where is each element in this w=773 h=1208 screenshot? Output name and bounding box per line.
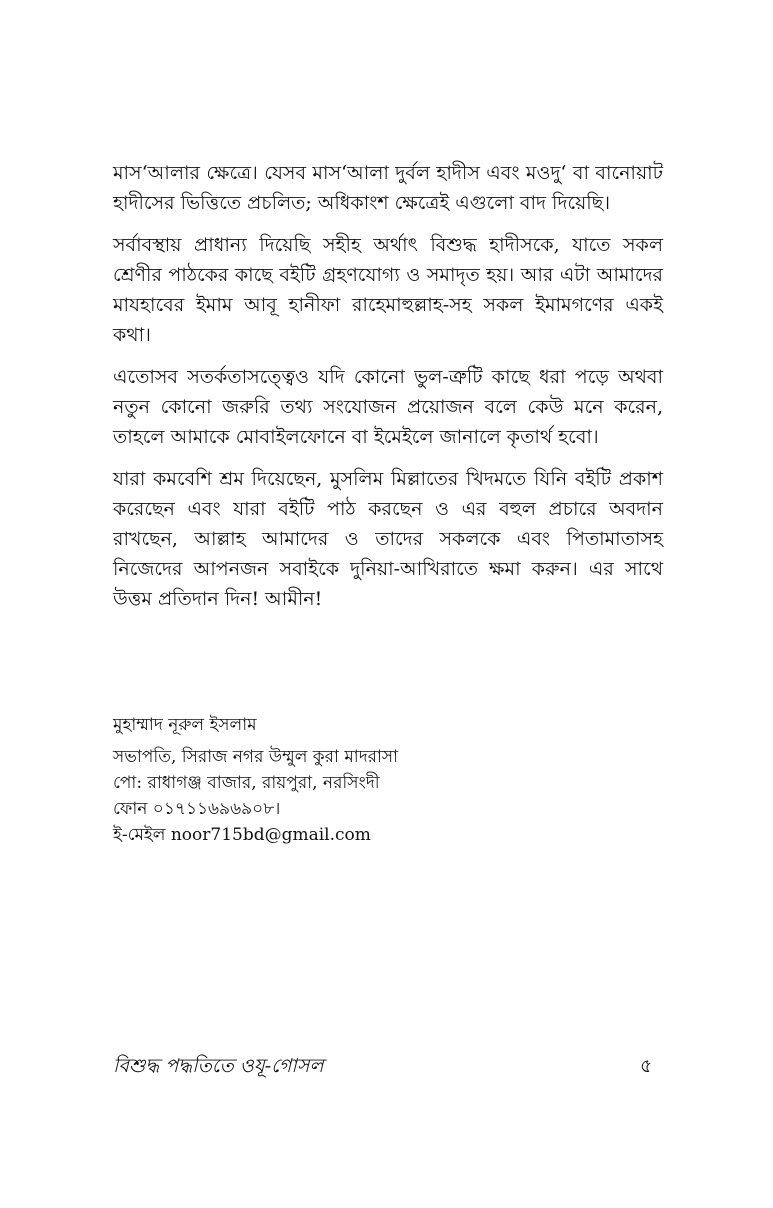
author-phone: ফোন ০১৭১১৬৯৬৯০৮।	[113, 799, 281, 819]
paragraph-2: সর্বাবস্থায় প্রাধান্য দিয়েছি সহীহ অর্থাৎ বিশুদ্ধ হাদীসকে, যাতে সকল শ্রেণীর পাঠকের কাছে বইটি গ্রহণযোগ্য ও সমাদৃত হয়। আর এটা আমাদের মাযহাবের ইমাম আবূ হানীফা রাহেমাহুল্লাহ-সহ সকল ইমামগণের একই কথা।	[113, 234, 663, 346]
signature-block	[113, 712, 673, 848]
running-footer-title: বিশুদ্ধ পদ্ধতিতে ওযূ-গোসল	[113, 1055, 324, 1077]
paragraph-1: মাস‘আলার ক্ষেত্রে। যেসব মাস‘আলা দুর্বল হাদীস এবং মওদু‘ বা বানোয়াট হাদীসের ভিত্তিতে প্রচলিত; অধিকাংশ ক্ষেত্রেই এগুলো বাদ দিয়েছি।	[113, 162, 663, 214]
author-email: ই-মেইল noor715bd@gmail.com	[113, 825, 371, 845]
author-name: মুহাম্মাদ নূরুল ইসলাম	[113, 715, 257, 735]
paragraph-4: যারা কমবেশি শ্রম দিয়েছেন, মুসলিম মিল্লাতের খিদমতে যিনি বইটি প্রকাশ করেছেন এবং যারা বইটি পাঠ করছেন ও এর বহুল প্রচারে অবদান রাখছেন, আল্লাহ আমাদের ও তাদের সকলকে এবং পিতামাতাসহ নিজেদের আপনজন সবাইকে দুনিয়া-আখিরাতে ক্ষমা করুন। এর সাথে উত্তম প্রতিদান দিন! আমীন!	[113, 468, 663, 610]
body-text	[113, 158, 663, 626]
author-title: সভাপতি, সিরাজ নগর উম্মুল কুরা মাদরাসা	[113, 747, 399, 767]
paragraph-3: এতোসব সতর্কতাসত্ত্বেও যদি কোনো ভুল-ত্রুটি কাছে ধরা পড়ে অথবা নতুন কোনো জরুরি তথ্য সংযোজন প্রয়োজন বলে কেউ মনে করেন, তাহলে আমাকে মোবাইলফোনে বা ইমেইলে জানালে কৃতার্থ হবো।	[113, 366, 663, 448]
page-number: ৫	[640, 1055, 653, 1077]
author-address: পো: রাধাগঞ্জ বাজার, রায়পুরা, নরসিংদী	[113, 773, 380, 793]
